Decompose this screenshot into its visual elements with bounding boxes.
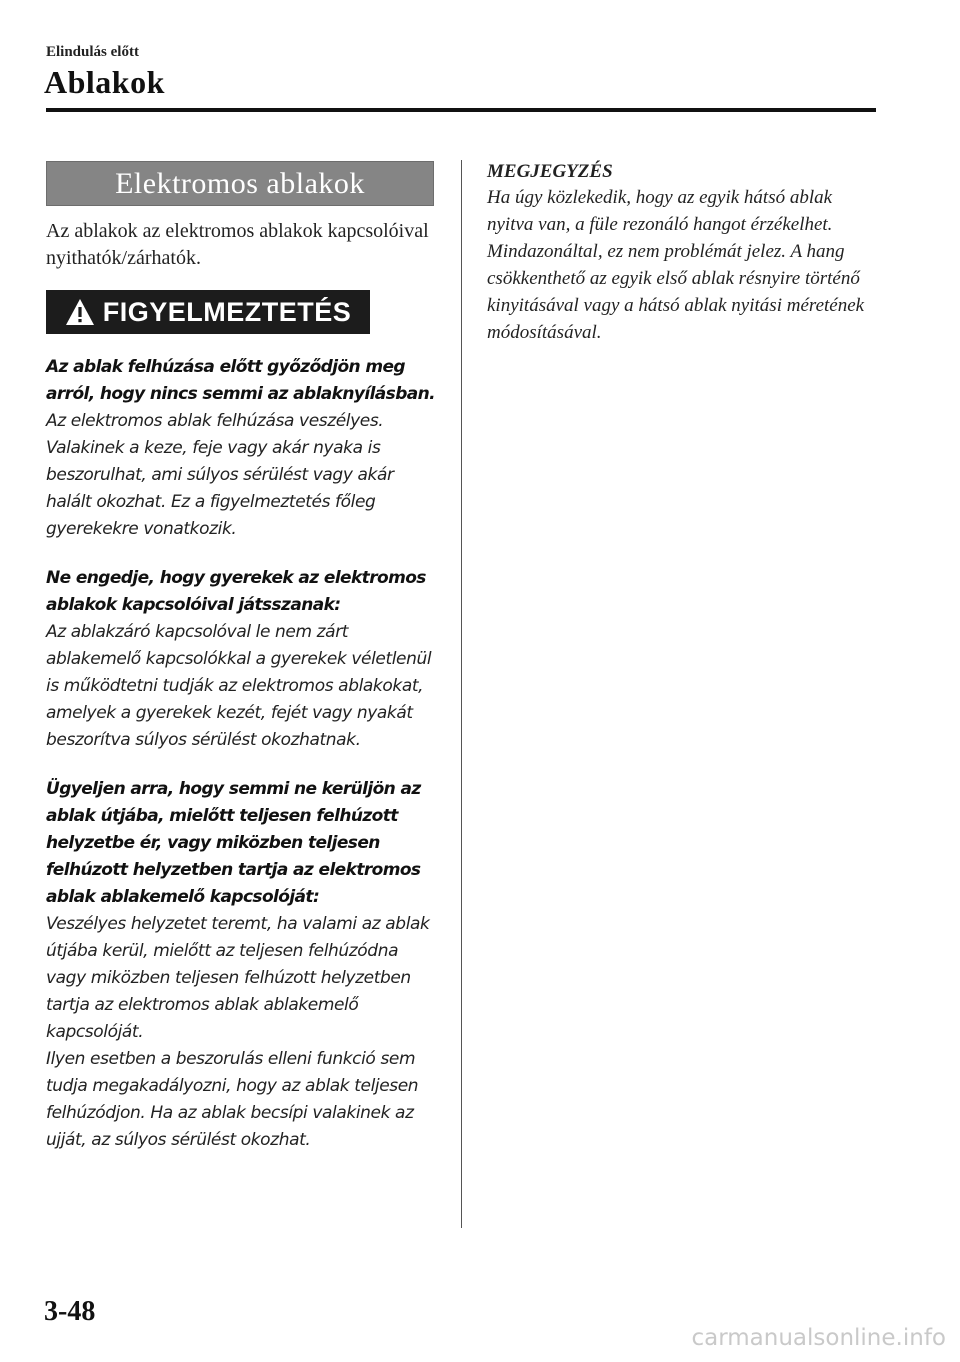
warning-block: [46, 776, 436, 1154]
left-column: [46, 161, 436, 1154]
warning-block: [46, 354, 436, 543]
warning-block: [46, 565, 436, 754]
warning-body: Az elektromos ablak felhúzása veszélyes. Valakinek a keze, feje vagy akár nyaka is beszorulhat, ami súlyos sérülést vagy akár halált okozhat. Ez a figyelmeztetés főleg gyerekekre vonatkozik.: [46, 411, 394, 539]
warning-heading: Ne engedje, hogy gyerekek az elektromos ablakok kapcsolóival játsszanak:: [46, 568, 426, 615]
note-body: Ha úgy közlekedik, hogy az egyik hátsó ablak nyitva van, a füle rezonáló hangot érzékelhet. Mindazonáltal, ez nem problémát jelez. A hang csökkenthető az egyik első ablak résnyire történő kinyitásával vagy a hátsó ablak nyitási méretének módosításával.: [487, 187, 865, 343]
warning-triangle-icon: [65, 298, 95, 326]
warning-body: Az ablakzáró kapcsolóval le nem zárt ablakemelő kapcsolókkal a gyerekek véletlenül is működtetni tudják az elektromos ablakokat, amelyek a gyerekek kezét, fejét vagy nyakát beszorítva súlyos sérülést okozhatnak.: [46, 622, 432, 750]
column-divider: [461, 160, 462, 1228]
page-number: 3-48: [44, 1296, 96, 1327]
warning-body-continued: Ilyen esetben a beszorulás elleni funkció sem tudja megakadályozni, hogy az ablak teljesen felhúzódjon. Ha az ablak becsípi valakinek az ujját, az súlyos sérülést okozhat.: [46, 1049, 419, 1150]
warning-heading: Ügyeljen arra, hogy semmi ne kerüljön az ablak útjába, mielőtt teljesen felhúzott helyzetbe ér, vagy miközben teljesen felhúzott helyzetben tartja az elektromos ablak ablakemelő kapcsolóját:: [46, 779, 421, 907]
warning-badge: [46, 290, 370, 334]
watermark: carmanualsonline.info: [691, 1325, 946, 1351]
warning-blocks: [46, 354, 436, 1154]
header-subtitle: Elindulás előtt: [46, 44, 139, 60]
note-title: MEGJEGYZÉS: [487, 161, 613, 182]
page-title: Ablakok: [44, 64, 165, 100]
warning-heading: Az ablak felhúzása előtt győződjön meg arról, hogy nincs semmi az ablaknyílásban.: [46, 357, 436, 404]
section-intro: Az ablakok az elektromos ablakok kapcsolóival nyithatók/zárhatók.: [46, 220, 429, 269]
right-column: [487, 160, 877, 346]
warning-body: Veszélyes helyzetet teremt, ha valami az ablak útjába kerül, mielőtt az teljesen felhúzódna vagy miközben teljesen felhúzott helyzetben tartja az elektromos ablak ablakemelő kapcsolóját.: [46, 914, 430, 1042]
warning-label: FIGYELMEZTETÉS: [102, 296, 352, 327]
section-title: Elektromos ablakok: [46, 161, 434, 206]
header-rule: [46, 108, 876, 112]
